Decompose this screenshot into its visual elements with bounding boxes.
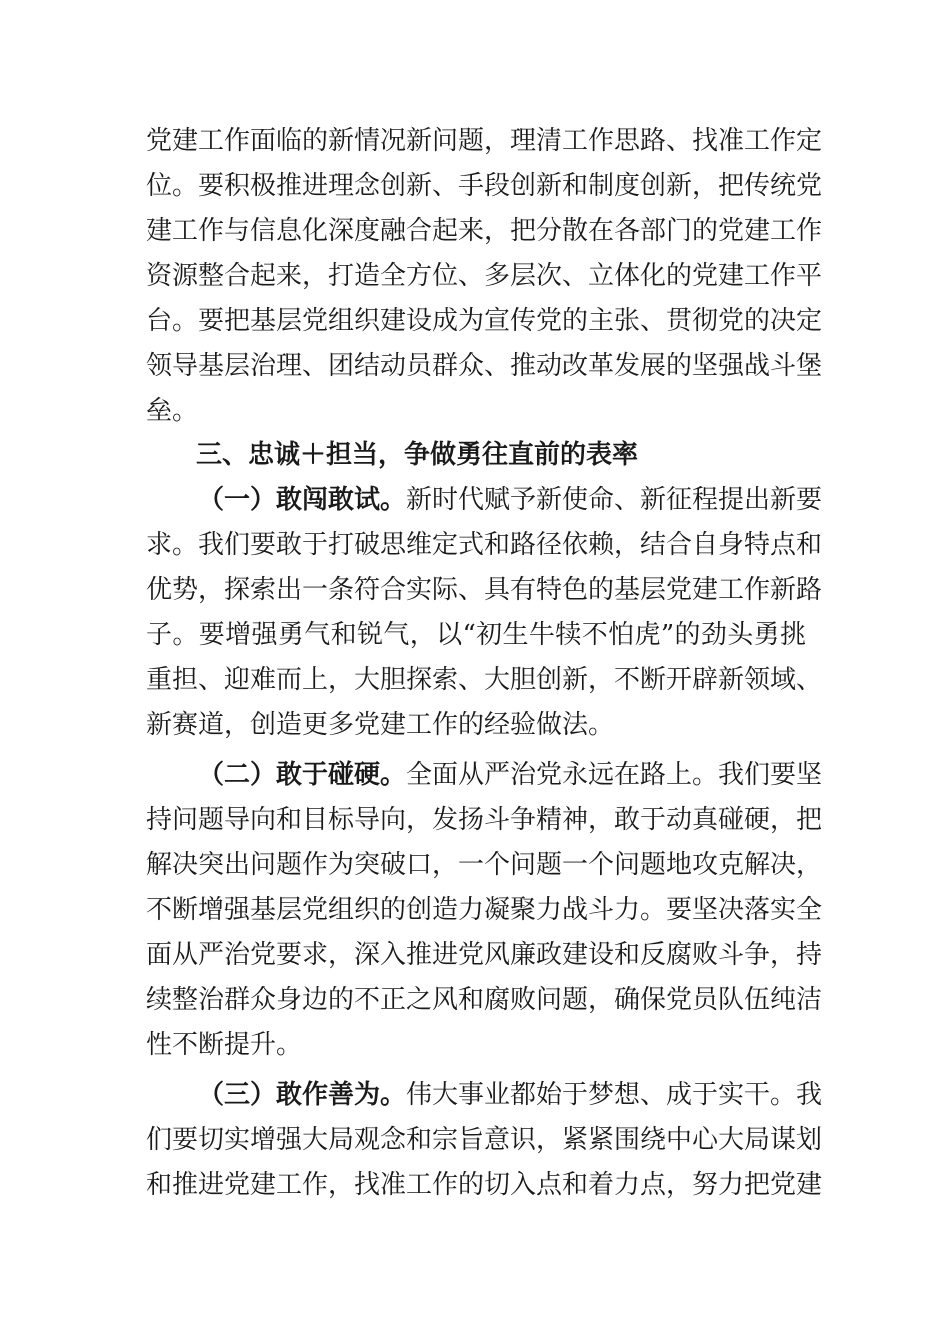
paragraph-line: 位。要积极推进理念创新、手段创新和制度创新，把传统党: [146, 171, 823, 201]
paragraph-line: 面从严治党要求，深入推进党风廉政建设和反腐败斗争，持: [146, 940, 823, 970]
subsection-label: （二）敢于碰硬。: [198, 760, 407, 790]
paragraph-line: 新赛道，创造更多党建工作的经验做法。: [146, 710, 615, 740]
subsection-label: （一）敢闯敢试。: [198, 485, 407, 515]
paragraph-line: 求。我们要敢于打破思维定式和路径依赖，结合自身特点和: [146, 530, 823, 560]
paragraph-line: 资源整合起来，打造全方位、多层次、立体化的党建工作平: [146, 261, 823, 291]
paragraph-line: 优势，探索出一条符合实际、具有特色的基层党建工作新路: [146, 575, 823, 605]
paragraph-line: 解决突出问题作为突破口，一个问题一个问题地攻克解决，: [146, 850, 823, 880]
paragraph-line: 子。要增强勇气和锐气，以“初生牛犊不怕虎”的劲头勇挑: [146, 620, 806, 650]
paragraph-line: 垒。: [146, 396, 199, 426]
subsection-first-line: [198, 1072, 823, 1118]
paragraph-text: 新时代赋予新使命、新征程提出新要: [406, 485, 823, 515]
paragraph-line: 领导基层治理、团结动员群众、推动改革发展的坚强战斗堡: [146, 351, 823, 381]
paragraph-line: 持问题导向和目标导向，发扬斗争精神，敢于动真碰硬，把: [146, 805, 823, 835]
subsection-label: （三）敢作善为。: [198, 1080, 407, 1110]
paragraph-text: 伟大事业都始于梦想、成于实干。我: [406, 1080, 823, 1110]
paragraph-line: 和推进党建工作，找准工作的切入点和着力点，努力把党建: [146, 1170, 823, 1200]
subsection-first-line: [198, 477, 823, 523]
paragraph-line: 们要切实增强大局观念和宗旨意识，紧紧围绕中心大局谋划: [146, 1125, 823, 1155]
paragraph-line: 重担、迎难而上，大胆探索、大胆创新，不断开辟新领域、: [146, 665, 823, 695]
subsection-first-line: [198, 752, 823, 798]
paragraph-line: 性不断提升。: [146, 1030, 303, 1060]
paragraph-line: 续整治群众身边的不正之风和腐败问题，确保党员队伍纯洁: [146, 985, 823, 1015]
paragraph-line: 台。要把基层党组织建设成为宣传党的主张、贯彻党的决定: [146, 306, 823, 336]
paragraph-line: 不断增强基层党组织的创造力凝聚力战斗力。要坚决落实全: [146, 895, 823, 925]
section-heading: 三、忠诚＋担当，争做勇往直前的表率: [196, 440, 639, 470]
paragraph-text: 全面从严治党永远在路上。我们要坚: [406, 760, 823, 790]
paragraph-line: 建工作与信息化深度融合起来，把分散在各部门的党建工作: [146, 216, 823, 246]
paragraph-line: 党建工作面临的新情况新问题，理清工作思路、找准工作定: [146, 126, 823, 156]
